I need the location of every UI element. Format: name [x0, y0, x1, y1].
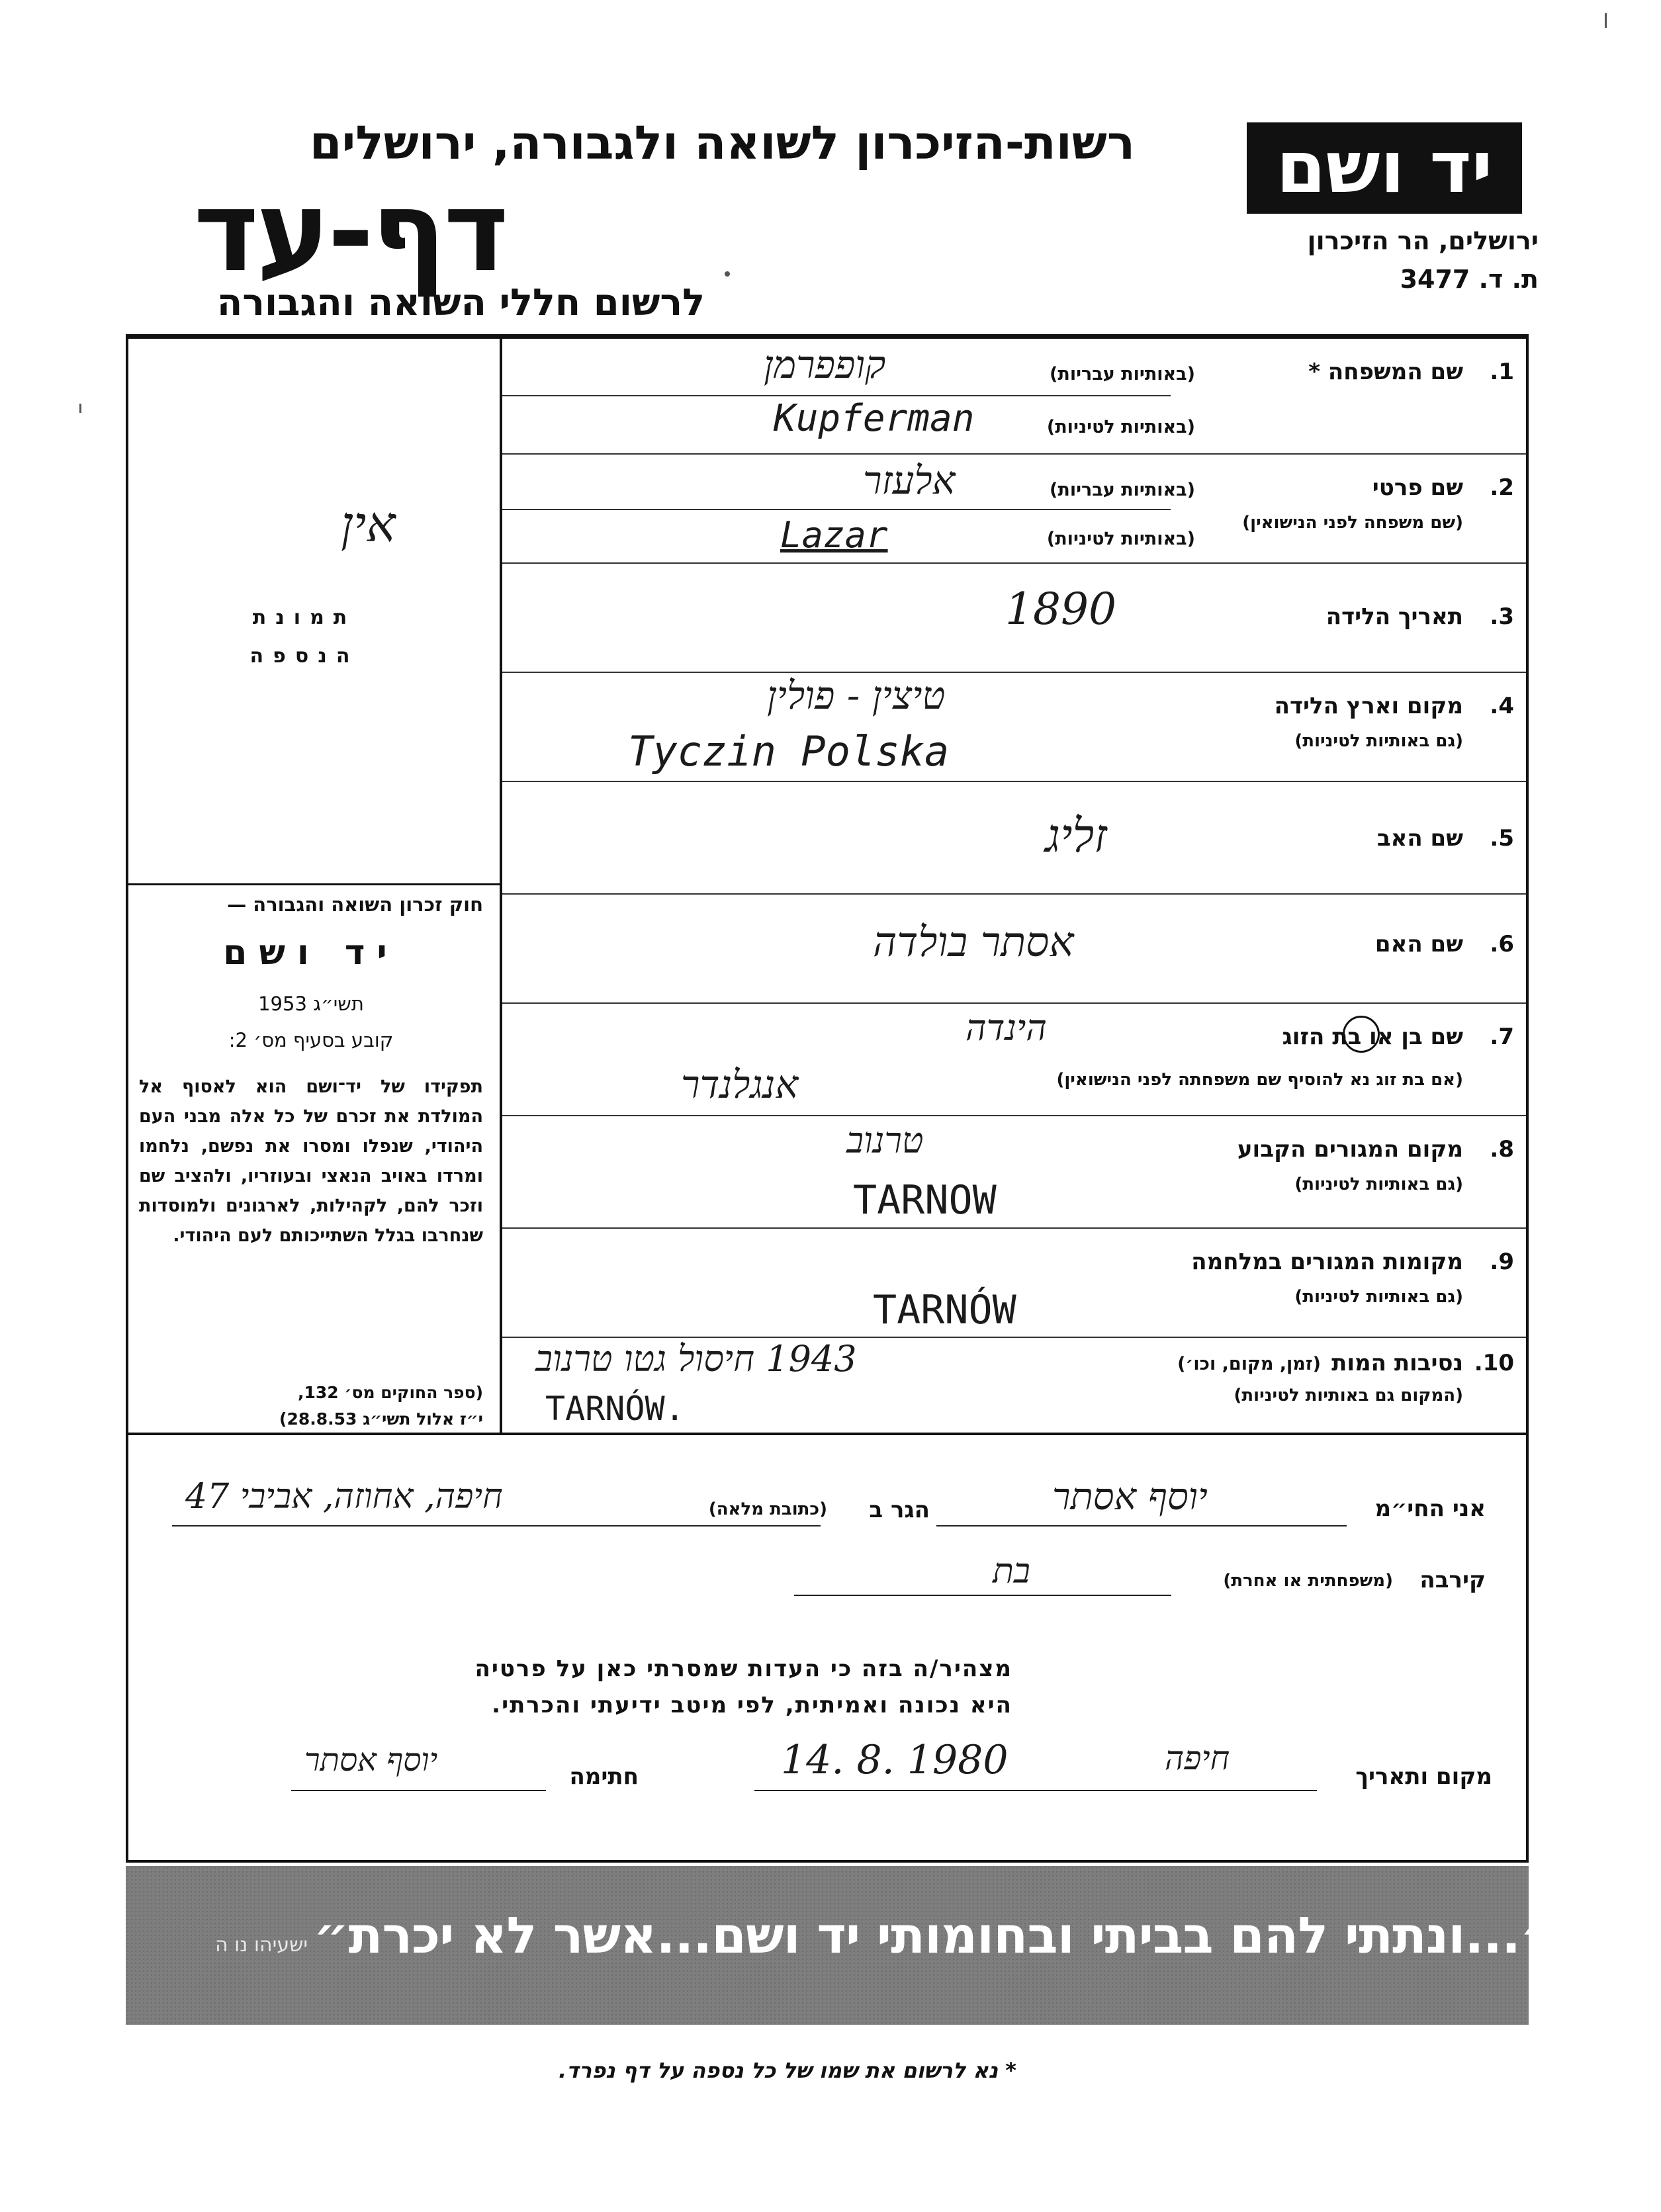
form-section-rule [126, 1433, 1529, 1435]
death-circumstances-value[interactable]: 1943 חיסול גטו טרנוב [535, 1338, 857, 1380]
scan-mark [79, 404, 81, 413]
field-row-birth-date [502, 564, 1526, 673]
birth-place-latin-value[interactable]: Tyczin Polska [628, 727, 950, 775]
sub-label-hebrew: (באותיות עבריות) [1050, 364, 1195, 384]
scan-mark [1605, 13, 1607, 28]
father-name-value[interactable]: זליג [1045, 809, 1107, 863]
surname-hebrew-value[interactable]: קופפרמן [764, 342, 886, 387]
declarant-value[interactable]: יוסף אסתר [1052, 1476, 1208, 1519]
sub-label-latin: (באותיות לטיניות) [1046, 417, 1195, 437]
logo-address [1142, 222, 1539, 298]
address-value[interactable]: חיפה, אחוזה, אביבי 47 [185, 1477, 503, 1517]
photo-label [225, 599, 384, 676]
photo-handwritten-note: אין [341, 496, 396, 553]
field-row-mother [502, 895, 1526, 1004]
selection-circle [1343, 1016, 1380, 1053]
photo-label-line1: תמונת [252, 606, 357, 629]
sub-label-hebrew: (באותיות עבריות) [1050, 480, 1195, 500]
field-label: מקומות המגורים במלחמה [1191, 1249, 1463, 1275]
law-clause: קובע בסעיף מס׳ 2: [228, 1029, 394, 1051]
residence-hebrew-value[interactable]: טרנוב [846, 1120, 924, 1161]
sub-line [502, 509, 1171, 510]
field-hint: (גם באותיות לטיניות) [1294, 1174, 1463, 1194]
field-number: 10. [1474, 1350, 1514, 1376]
logo-address-line: ירושלים, הר הזיכרון [1307, 226, 1539, 255]
relation-note: (משפחתית או אחרת) [1223, 1571, 1393, 1591]
field-hint: (המקום גם באותיות לטיניות) [1234, 1386, 1463, 1405]
field-label: שם בן או בת הזוג [1282, 1024, 1463, 1050]
birth-date-value[interactable]: 1890 [1005, 584, 1116, 635]
declaration-statement-line1: מצהיר/ה בזה כי העדות שמסרתי כאן על פרטיה [474, 1656, 1012, 1682]
fields-column [502, 339, 1529, 1433]
residence-latin-value[interactable]: TARNOW [853, 1177, 997, 1223]
law-text: תפקידו של יד־ושם הוא לאסוף אל המולדת את זכרם של כל אלה מבני העם היהודי, שנפלו ומסרו את נפשם, נלחמו ומרדו באויב הנאצי ובעוזריו, ולהציב שם וזכר להם, לקהילות, לארגונים ולמוסדות שנחרבו בגלל השתייכותם לעם היהודי. [139, 1077, 483, 1246]
spouse-maiden-name-value[interactable]: אנגלנדר [681, 1062, 799, 1107]
yad-vashem-logo: יד ושם [1247, 122, 1522, 214]
page-title: דף-עד [193, 167, 506, 296]
address-label: הגר ב [869, 1497, 930, 1523]
field-number: 3. [1490, 603, 1514, 630]
field-hint: (גם באותיות לטיניות) [1294, 731, 1463, 751]
field-label: מקום המגורים הקבוע [1237, 1136, 1463, 1163]
field-row-given-name [502, 455, 1526, 564]
field-row-father [502, 782, 1526, 895]
declaration-statement-line2: היא נכונה ואמיתית, לפי מיטב ידיעתי והכרתי. [492, 1692, 1012, 1718]
place-date-label: מקום ותאריך [1355, 1763, 1492, 1790]
declarant-line [936, 1525, 1347, 1526]
page-subtitle: לרשום חללי השואה והגבורה [216, 281, 705, 324]
field-number: 1. [1490, 359, 1514, 385]
law-name: יד ושם [223, 933, 399, 973]
scan-mark [725, 271, 730, 277]
banner-source: ישעיהו נו ה [215, 1933, 308, 1957]
field-label: שם האם [1374, 931, 1463, 957]
declarant-label: אני החי״מ [1374, 1495, 1486, 1522]
field-row-spouse [502, 1004, 1526, 1116]
field-label-note: (זמן, מקום, וכו׳) [1177, 1354, 1321, 1374]
relation-label: קירבה [1419, 1567, 1486, 1593]
law-heading: חוק זכרון השואה והגבורה — [227, 893, 483, 916]
left-column-rule [126, 883, 501, 885]
authority-name: רשות-הזיכרון לשואה ולגבורה, ירושלים [309, 116, 1135, 170]
law-year: תשי״ג 1953 [258, 993, 364, 1015]
mother-name-value[interactable]: אסתר בולדה [873, 918, 1074, 966]
field-number: 5. [1490, 825, 1514, 852]
birth-place-hebrew-value[interactable]: טיצין - פולין [767, 673, 946, 718]
law-reference-2: י״ז אלול תשי״ג 28.8.53) [279, 1409, 483, 1429]
logo-pobox: ת. ד. 3477 [1400, 265, 1539, 294]
field-number: 2. [1490, 474, 1514, 501]
field-number: 9. [1490, 1249, 1514, 1275]
footer-note: * נא לרשום את שמו של כל נספה על דף נפרד. [559, 2058, 1016, 2083]
field-row-death-circumstances [502, 1338, 1526, 1433]
surname-latin-value[interactable]: Kupferman [774, 397, 975, 440]
declaration-statement [285, 1651, 1012, 1724]
signature-value[interactable]: יוסף אסתר [304, 1742, 438, 1779]
sub-line [502, 395, 1171, 396]
field-row-surname [502, 339, 1526, 455]
banner-quote: ״...ונתתי להם בביתי ובחומותי יד ושם...אשר לא יכרת״ [313, 1906, 1555, 1965]
signature-label: חתימה [569, 1763, 639, 1790]
field-number: 7. [1490, 1024, 1514, 1050]
address-note: (כתובת מלאה) [708, 1499, 827, 1519]
relation-line [794, 1595, 1171, 1596]
address-line [172, 1525, 821, 1526]
field-row-residence [502, 1116, 1526, 1229]
relation-value[interactable]: בת [993, 1552, 1030, 1591]
field-number: 8. [1490, 1136, 1514, 1163]
field-label: מקום וארץ הלידה [1274, 693, 1463, 719]
wartime-residence-value[interactable]: TARNÓW [873, 1287, 1016, 1333]
place-date-line [754, 1790, 1317, 1791]
date-value[interactable]: 14. 8. 1980 [781, 1737, 1009, 1783]
photo-label-line2: הנספה [249, 644, 359, 668]
sub-label-latin: (באותיות לטיניות) [1046, 529, 1195, 549]
field-number: 4. [1490, 693, 1514, 719]
field-label: תאריך הלידה [1325, 603, 1463, 630]
spouse-name-value[interactable]: הינדה [965, 1007, 1047, 1049]
field-hint: (שם משפחה לפני הנישואין) [1242, 513, 1463, 533]
field-hint: (גם באותיות לטיניות) [1294, 1287, 1463, 1307]
field-number: 6. [1490, 931, 1514, 957]
field-label: שם האב [1376, 825, 1463, 852]
field-row-wartime-residence [502, 1229, 1526, 1338]
death-place-latin-value[interactable]: TARNÓW. [545, 1390, 685, 1428]
signature-line [291, 1790, 546, 1791]
field-row-birth-place [502, 673, 1526, 782]
law-reference-1: (ספר החוקים מס׳ 132, [298, 1383, 483, 1402]
field-hint: (אם בת זוג נא להוסיף שם משפחתה לפני הנישואין) [1056, 1070, 1463, 1090]
given-name-latin-value[interactable]: Lazar [780, 514, 888, 556]
field-label: שם פרטי [1372, 474, 1463, 501]
given-name-hebrew-value[interactable]: אלעזר [863, 458, 956, 503]
field-label: נסיבות המות [1331, 1350, 1463, 1376]
field-label: שם המשפחה * [1308, 359, 1463, 385]
place-value[interactable]: חיפה [1165, 1739, 1230, 1777]
